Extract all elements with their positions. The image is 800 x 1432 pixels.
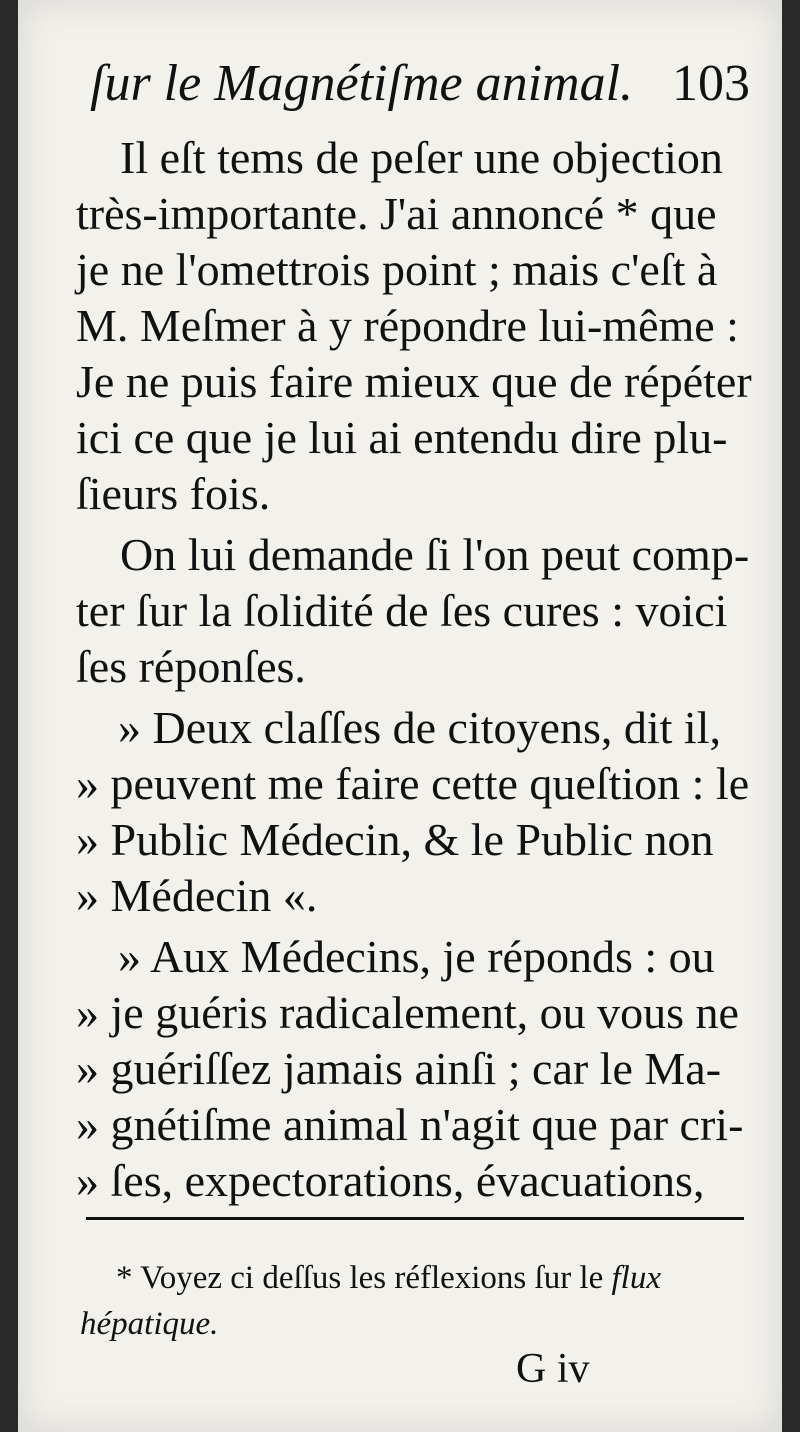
footnote-text: * Voyez ci deſſus les réflexions ſur le (116, 1260, 604, 1296)
text-line: je ne l'omettrois point ; mais c'eſt à (76, 244, 718, 295)
text-line: » Aux Médecins, je réponds : ou (118, 931, 715, 982)
text-line: » je guéris radicalement, ou vous ne (76, 987, 739, 1038)
text-line: » guériſſez jamais ainſi ; car le Ma- (76, 1043, 722, 1094)
text-line: » ſes, expectorations, évacuations, (76, 1155, 705, 1206)
text-line: ſes réponſes. (76, 641, 306, 692)
footnote-rule (86, 1217, 744, 1220)
page-number: 103 (672, 55, 750, 112)
text-line: » Médecin «. (76, 870, 318, 921)
text-line: » Deux claſſes de citoyens, dit il, (118, 702, 721, 753)
footnote-line (116, 1256, 661, 1300)
text-line: M. Meſmer à y répondre lui-même : (76, 300, 739, 351)
footnote-italic: flux (611, 1260, 661, 1296)
text-line: Je ne puis faire mieux que de répéter (76, 356, 752, 407)
footnote-italic: hépatique. (80, 1306, 219, 1342)
text-line: Il eſt tems de peſer une objection (120, 132, 723, 183)
text-line: » gnétiſme animal n'agit que par cri- (76, 1099, 744, 1150)
text-line: On lui demande ſi l'on peut comp- (120, 529, 750, 580)
text-line: » peuvent me faire cette queſtion : le (76, 758, 750, 809)
signature-mark: G iv (516, 1346, 590, 1392)
text-line: ici ce que je lui ai entendu dire plu- (76, 412, 728, 463)
footnote-line (80, 1302, 218, 1346)
text-line: très-importante. J'ai annoncé * que (76, 188, 717, 239)
text-line: ter ſur la ſolidité de ſes cures : voici (76, 585, 728, 636)
running-head: ſur le Magnétiſme animal. (90, 55, 634, 112)
book-page (18, 0, 782, 1432)
page-header (90, 54, 750, 114)
text-line: » Public Médecin, & le Public non (76, 814, 714, 865)
text-line: ſieurs fois. (76, 468, 271, 519)
